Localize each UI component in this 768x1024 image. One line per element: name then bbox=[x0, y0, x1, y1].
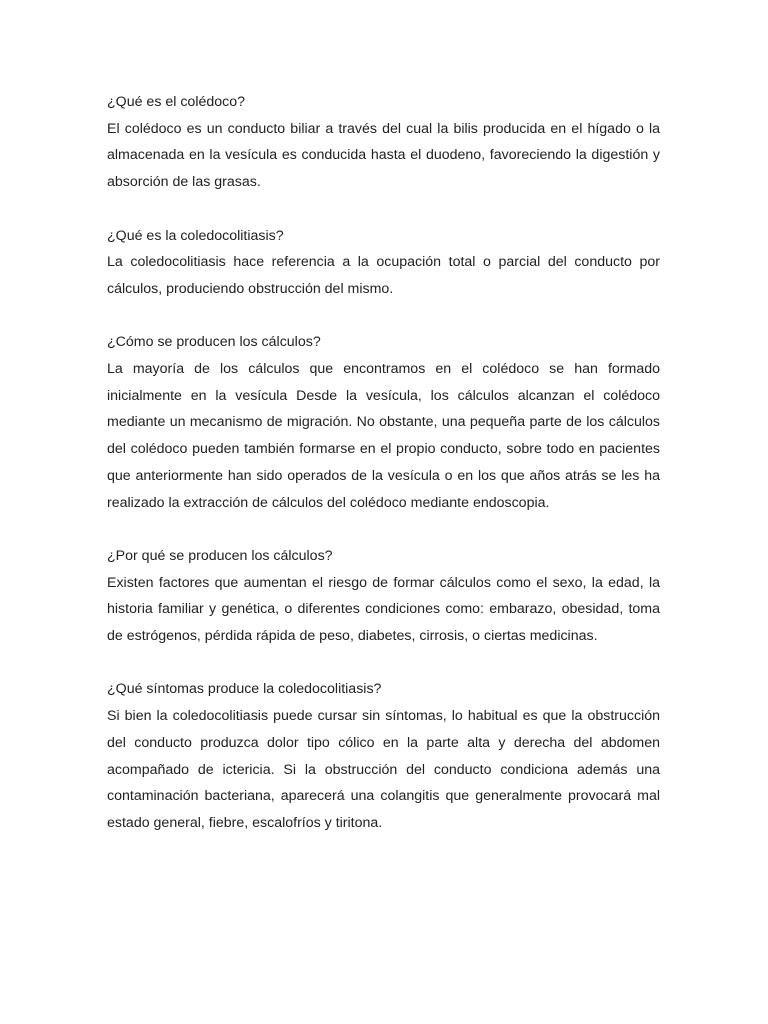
section-heading: ¿Cómo se producen los cálculos? bbox=[107, 334, 321, 351]
section-como-se-producen bbox=[107, 329, 660, 516]
section-heading: ¿Por qué se producen los cálculos? bbox=[107, 547, 333, 564]
section-paragraph: El colédoco es un conducto biliar a través del cual la bilis producida en el hígado o la almacenada en la vesícula es conducida hasta el duodeno, favoreciendo la digestión y absorción de las grasas. bbox=[107, 120, 660, 191]
section-heading: ¿Qué síntomas produce la coledocolitiasis? bbox=[107, 681, 382, 698]
section-heading: ¿Qué es el colédoco? bbox=[107, 94, 246, 110]
section-heading: ¿Qué es la coledocolitiasis? bbox=[107, 227, 284, 244]
section-paragraph: La mayoría de los cálculos que encontramos en el colédoco se han formado inicialmente en la vesícula Desde la vesícula, los cálculos alcanzan el colédoco mediante un mecanismo de migración. No obstante, una pequeña parte de los cálculos del colédoco pueden también formarse en el propio conducto, sobre todo en pacientes que anteriormente han sido operados de la vesícula o en los que años atrás se les ha realizado la extracción de cálculos del colédoco mediante endoscopia. bbox=[107, 361, 660, 511]
document-page bbox=[107, 89, 660, 863]
section-que-es-coledoco bbox=[107, 89, 660, 196]
section-paragraph: La coledocolitiasis hace referencia a la ocupación total o parcial del conducto por cálculos, produciendo obstrucción del mismo. bbox=[107, 254, 660, 297]
section-paragraph: Existen factores que aumentan el riesgo de formar cálculos como el sexo, la edad, la historia familiar y genética, o diferentes condiciones como: embarazo, obesidad, toma de estrógenos, pérdida rápida de peso, diabetes, cirrosis, o ciertas medicinas. bbox=[107, 574, 660, 645]
section-por-que-se-producen bbox=[107, 543, 660, 650]
section-sintomas bbox=[107, 676, 660, 836]
section-paragraph: Si bien la coledocolitiasis puede cursar sin síntomas, lo habitual es que la obstrucción del conducto produzca dolor tipo cólico en la parte alta y derecha del abdomen acompañado de ictericia. Si la obstrucción del conducto condiciona además una contaminación bacteriana, aparecerá una colangitis que generalmente provocará mal estado general, fiebre, escalofríos y tiritona. bbox=[107, 708, 660, 831]
section-que-es-coledocolitiasis bbox=[107, 223, 660, 303]
